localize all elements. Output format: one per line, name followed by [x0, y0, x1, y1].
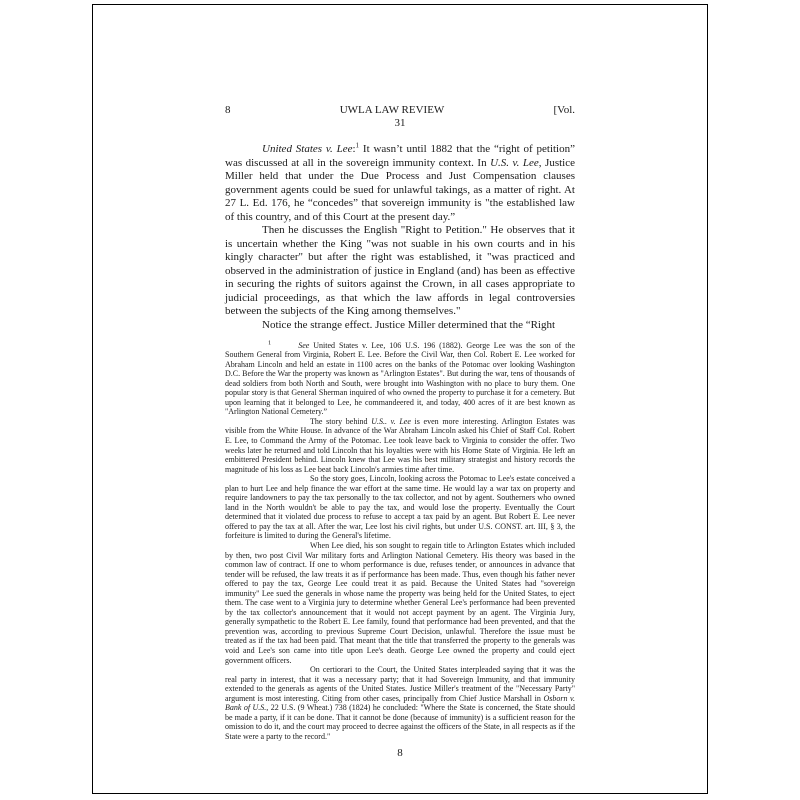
page-content: [225, 0, 575, 741]
running-head: [225, 104, 575, 117]
body-paragraph: Notice the strange effect. Justice Miller determined that the “Right: [262, 318, 556, 331]
journal-title: UWLA LAW REVIEW: [339, 104, 445, 116]
body-paragraph: United States v. Lee:$^1$ It wasn’t until 1882 that the “right of petition” was discussed at all in the sovereign immunity context. In U.S. v. Lee, Justice Miller held that under the Due Process and Just Compensation clauses government agents could be sued for unlawful takings, as a matter of right. At 27 L. Ed. 176, he “concedes” that sovereign immunity is "the established law of this country, and of this Court at the present day.”: [225, 141, 575, 223]
header-page-number: 8: [225, 104, 231, 116]
folio-page-number: 8: [397, 747, 403, 759]
footnote-paragraph: $^1$ See United States v. Lee, 106 U.S. 196 (1882). George Lee was the son of the Southern General from Virginia, Robert E. Lee. Before the Civil War, then Col. Robert E. Lee worked for Abraham Lincoln and held an estate in 1100 acres on the banks of the Potomac over looking Washington D.C. Before the War the property was known as "Arlington Estates". But during the war, tens of thousands of dead soldiers from both North and South, were brought into Washington with no place to bury them. One popular story is that General Sherman inquired of who owned the property to purchase it for a cemetery. But upon learning that it belonged to Lee, he commandeered it, and today, 400 acres of it are best known as "Arlington National Cemetery.”: [225, 338, 575, 417]
volume-number: 31: [394, 117, 406, 129]
footnotes: [225, 338, 576, 742]
footnote-marker: 1: [268, 338, 272, 346]
body-text: [225, 143, 575, 332]
footnote-paragraph: So the story goes, Lincoln, looking across the Potomac to Lee's estate conceived a plan to hurt Lee and help finance the war effort at the same time. He would lay a war tax on property and require landowners to pay the tax personally to the tax collector, and not by agent. Southerners who owned land in the North wouldn't be able to pay the tax, and would lose the property. Eventually the Court determined that it violated due process to refuse to accept a tax paid by an agent. But Robert E. Lee never offered to pay the tax at all. After the war, Lee lost his civil rights, but under U.S. CONST. art. III, § 3, the forfeiture is limited to during the General's lifetime.: [225, 474, 575, 541]
footnote-paragraph: On certiorari to the Court, the United States interpleaded saying that it was the real party in interest, that it was a necessary party; that it had Sovereign Immunity, and that immunity extended to the generals as agents of the United States. Justice Miller's treatment of the "Necessary Party" argument is most interesting. Citing from other cases, principally from Chief Justice Marshall in Osborn v. Bank of U.S., 22 U.S. (9 Wheat.) 738 (1824) he concluded: "Where the State is concerned, the State should be made a party, if it can be done. That it cannot be done (because of immunity) is a sufficient reason for the omission to do it, and the court may proceed to decree against the officers of the State, in all respects as if the State were a party to the record.": [225, 665, 576, 741]
footnote-paragraph: When Lee died, his son sought to regain title to Arlington Estates which included by then, two post Civil War military forts and Arlington National Cemetery. His theory was based in the common law of contract. If one to whom performance is due, refuses tender, or announces in advance that tender will be refused, the law treats it as if performance has been made. Thus, even though his father never offered to pay the tax, George Lee could treat it as paid. Because the United States had "sovereign immunity" Lee sued the generals in whose name the property was being held for the United States, to eject them. The case went to a Virginia jury to determine whether General Lee's performance had been prevented by the tax collector's announcement that it would not accept payment by an agent. The Virginia Jury, generally sympathetic to the Robert E. Lee family, found that performance had been prevented, and that the prevention was, according to previous Supreme Court Decision, unlawful. Therefore the issue must be treated as if the tax had been paid. That meant that the title that transferred the property to the generals was void and Lee's son came into title upon Lee's death. George Lee owned the property and could eject government officers.: [225, 540, 575, 665]
footnote-paragraph: The story behind U.S.. v. Lee is even more interesting. Arlington Estates was visible from the White House. In advance of the War Abraham Lincoln asked his Chief of Staff Col. Robert E. Lee, to Command the Army of the Potomac. Lee took leave back to Virginia to consider the offer. Two weeks later he returned and told Lincoln that his loyalties were with his Home State of Virginia. He left an embittered President behind. Lincoln knew that Lee was his best military strategist and history records the magnitude of his loss as Lee beat back Lincoln's armies time after time.: [225, 416, 575, 474]
volume-prefix: [Vol.: [553, 104, 575, 116]
body-paragraph: Then he discusses the English "Right to Petition." He observes that it is uncertain whether the King "was not suable in his own courts and in his kingly character" but after the right was established, it "was practiced and observed in the administration of justice in England (and) has been as effective in securing the rights of suitors against the Crown, in all cases appropriate to judicial proceedings, as that which the law affords in legal controversies between the subjects of the King among themselves.": [225, 224, 575, 317]
